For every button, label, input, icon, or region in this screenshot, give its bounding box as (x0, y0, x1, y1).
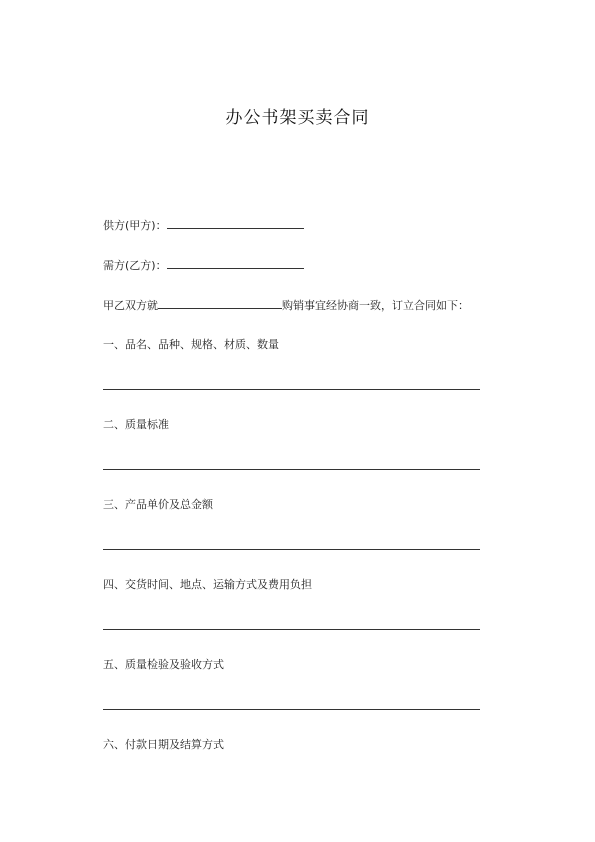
section-heading-4: 四、交货时间、地点、运输方式及费用负担 (103, 578, 312, 591)
supplier-line (103, 218, 304, 233)
buyer-blank (167, 258, 304, 269)
document-title: 办公书架买卖合同 (225, 108, 370, 128)
section-rule-3 (103, 549, 480, 550)
intro-blank (158, 298, 282, 309)
buyer-label: 需方(乙方)： (103, 259, 167, 272)
section-rule-5 (103, 709, 480, 710)
section-heading-1: 一、品名、品种、规格、材质、数量 (103, 338, 279, 351)
buyer-line (103, 258, 304, 273)
section-heading-6: 六、付款日期及结算方式 (103, 738, 224, 751)
section-heading-2: 二、质量标准 (103, 418, 169, 431)
section-heading-3: 三、产品单价及总金额 (103, 498, 213, 511)
section-rule-1 (103, 389, 480, 390)
intro-line (103, 298, 469, 313)
supplier-blank (167, 218, 304, 229)
intro-suffix: 购销事宜经协商一致，订立合同如下： (282, 299, 469, 312)
section-rule-4 (103, 629, 480, 630)
supplier-label: 供方(甲方)： (103, 219, 167, 232)
section-heading-5: 五、质量检验及验收方式 (103, 658, 224, 671)
intro-prefix: 甲乙双方就 (103, 299, 158, 312)
section-rule-2 (103, 469, 480, 470)
